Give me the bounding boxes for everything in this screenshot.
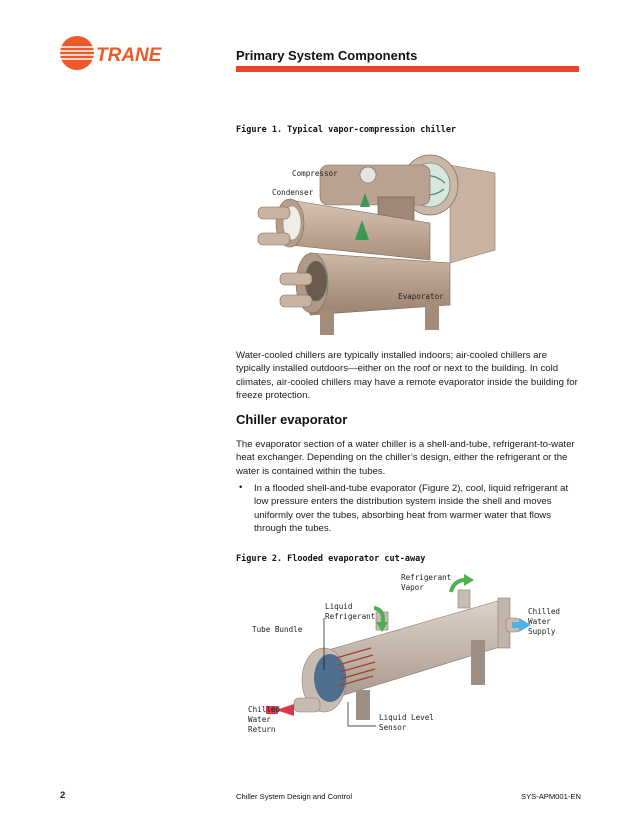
chiller-illustration bbox=[250, 145, 500, 340]
chilled-return-label-3: Return bbox=[248, 725, 276, 734]
chilled-return-label: Chilled bbox=[248, 705, 281, 714]
trane-logo bbox=[58, 34, 178, 74]
chilled-return-label-2: Water bbox=[248, 715, 271, 724]
chilled-supply-label: Chilled bbox=[528, 607, 561, 616]
liquid-refrigerant-label: Liquid bbox=[325, 602, 353, 611]
refrigerant-vapor-label-2: Vapor bbox=[401, 583, 424, 592]
bullet-paragraph: In a flooded shell-and-tube evaporator (Figure 2), cool, liquid refrigerant at low pressure enters the distribution system inside the shell and moves uniformly over the tubes, absorbing heat from warmer water that flows through the tubes. bbox=[254, 483, 569, 534]
page-number: 2 bbox=[60, 790, 66, 801]
bullet-marker: • bbox=[239, 482, 243, 493]
level-sensor-label-2: Sensor bbox=[379, 723, 407, 732]
compressor-label: Compressor bbox=[292, 169, 338, 178]
flooded-evaporator-illustration bbox=[236, 570, 566, 742]
brand-wordmark: TRANE bbox=[96, 45, 162, 66]
chilled-supply-label-3: Supply bbox=[528, 627, 556, 636]
section-title: Primary System Components bbox=[236, 48, 418, 63]
section-paragraph: The evaporator section of a water chiller is a shell-and-tube, refrigerant-to-water heat exchanger. Depending on the chiller’s design, either the refrigerant or the water is contained within the tubes. bbox=[236, 439, 575, 477]
header-rule bbox=[236, 66, 579, 72]
figure1-caption: Figure 1. Typical vapor-compression chiller bbox=[236, 125, 457, 135]
evaporator-label: Evaporator bbox=[398, 292, 444, 301]
figure2-caption: Figure 2. Flooded evaporator cut-away bbox=[236, 554, 426, 564]
tube-bundle-label: Tube Bundle bbox=[252, 625, 303, 634]
liquid-refrigerant-label-2: Refrigerant bbox=[325, 612, 376, 621]
level-sensor-label: Liquid Level bbox=[379, 713, 434, 722]
condenser-label: Condenser bbox=[272, 188, 314, 197]
footer-doc-title: Chiller System Design and Control bbox=[236, 792, 353, 801]
footer-doc-code: SYS-APM001-EN bbox=[521, 792, 581, 801]
chilled-supply-label-2: Water bbox=[528, 617, 551, 626]
intro-paragraph: Water-cooled chillers are typically installed indoors; air-cooled chillers are typically installed outdoors—either on the roof or next to the building. In cold climates, air-cooled chillers may have a remote evaporator inside the building for freeze protection. bbox=[236, 350, 578, 401]
section-heading: Chiller evaporator bbox=[236, 412, 348, 427]
refrigerant-vapor-label: Refrigerant bbox=[401, 573, 452, 582]
